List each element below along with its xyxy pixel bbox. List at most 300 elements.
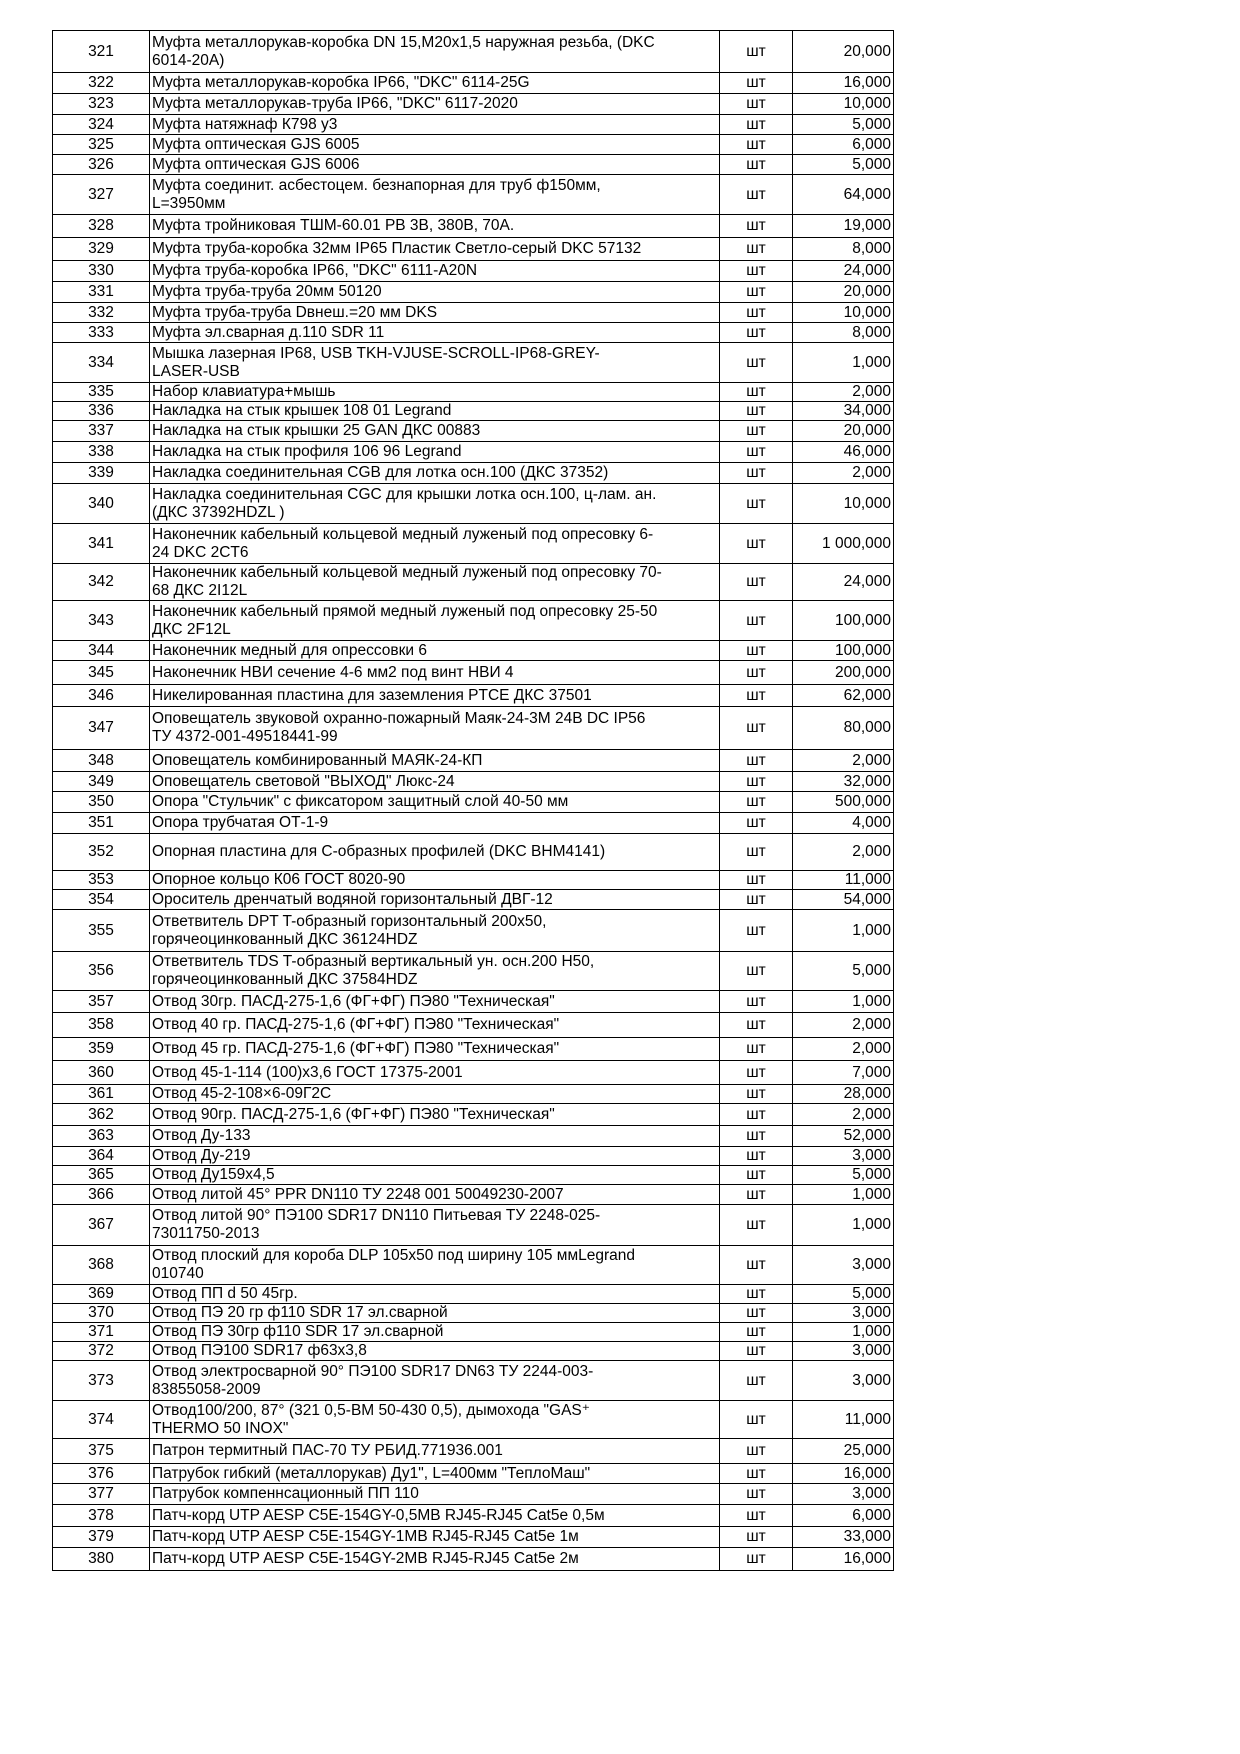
- item-unit: шт: [720, 813, 793, 834]
- item-unit: шт: [720, 303, 793, 323]
- item-unit: шт: [720, 1013, 793, 1038]
- row-number: 378: [53, 1505, 150, 1527]
- item-quantity: 5,000: [793, 1285, 894, 1304]
- table-row: [53, 1464, 894, 1484]
- item-name: Никелированная пластина для заземления PTCE ДКС 37501: [150, 685, 720, 707]
- table-row: [53, 238, 894, 261]
- item-name: Наконечник кабельный кольцевой медный луженый под опресовку 70- 68 ДКС 2I12L: [150, 564, 720, 601]
- item-unit: шт: [720, 1401, 793, 1439]
- row-number: 373: [53, 1361, 150, 1401]
- row-number: 372: [53, 1342, 150, 1361]
- item-name: Оповещатель комбинированный МАЯК-24-КП: [150, 750, 720, 772]
- row-number: 347: [53, 707, 150, 750]
- table-row: [53, 910, 894, 952]
- item-name: Опора трубчатая ОТ-1-9: [150, 813, 720, 834]
- item-quantity: 2,000: [793, 1013, 894, 1038]
- row-number: 375: [53, 1439, 150, 1464]
- item-unit: шт: [720, 323, 793, 343]
- item-name: Отвод литой 45° PPR DN110 ТУ 2248 001 50049230-2007: [150, 1185, 720, 1205]
- item-name: Муфта труба-труба 20мм 50120: [150, 282, 720, 303]
- table-row: [53, 323, 894, 343]
- item-unit: шт: [720, 952, 793, 991]
- row-number: 336: [53, 402, 150, 421]
- item-unit: шт: [720, 1342, 793, 1361]
- item-quantity: 28,000: [793, 1085, 894, 1104]
- row-number: 332: [53, 303, 150, 323]
- table-row: [53, 1147, 894, 1166]
- item-quantity: 8,000: [793, 238, 894, 261]
- item-unit: шт: [720, 1505, 793, 1527]
- row-number: 350: [53, 792, 150, 813]
- row-number: 338: [53, 442, 150, 463]
- table-row: [53, 890, 894, 910]
- row-number: 361: [53, 1085, 150, 1104]
- item-quantity: 16,000: [793, 73, 894, 94]
- item-name: Муфта металлорукав-труба IP66, "DKC" 6117-2020: [150, 94, 720, 115]
- table-row: [53, 792, 894, 813]
- item-unit: шт: [720, 94, 793, 115]
- item-quantity: 32,000: [793, 772, 894, 792]
- table-row: [53, 155, 894, 175]
- table-row: [53, 215, 894, 238]
- row-number: 351: [53, 813, 150, 834]
- item-quantity: 100,000: [793, 601, 894, 641]
- item-name: Отвод Ду-219: [150, 1147, 720, 1166]
- row-number: 353: [53, 871, 150, 890]
- item-quantity: 1,000: [793, 991, 894, 1013]
- item-quantity: 10,000: [793, 94, 894, 115]
- item-quantity: 80,000: [793, 707, 894, 750]
- table-row: [53, 135, 894, 155]
- table-row: [53, 31, 894, 73]
- item-name: Опорное кольцо К06 ГОСТ 8020-90: [150, 871, 720, 890]
- item-name: Опорная пластина для С-образных профилей (DKC BHM4141): [150, 834, 720, 871]
- item-name: Накладка на стык крышек 108 01 Legrand: [150, 402, 720, 421]
- item-name: Ответвитель DPT T-образный горизонтальный 200х50, горячеоцинкованный ДКС 36124HDZ: [150, 910, 720, 952]
- row-number: 355: [53, 910, 150, 952]
- item-name: Патрубок гибкий (металлорукав) Ду1", L=400мм "ТеплоМаш": [150, 1464, 720, 1484]
- item-unit: шт: [720, 564, 793, 601]
- item-unit: шт: [720, 834, 793, 871]
- row-number: 335: [53, 383, 150, 402]
- item-name: Муфта оптическая GJS 6006: [150, 155, 720, 175]
- table-row: [53, 1246, 894, 1285]
- item-name: Накладка на стык крышки 25 GAN ДКС 00883: [150, 421, 720, 442]
- table-row: [53, 772, 894, 792]
- table-row: [53, 1285, 894, 1304]
- item-unit: шт: [720, 707, 793, 750]
- item-unit: шт: [720, 343, 793, 383]
- table-row: [53, 834, 894, 871]
- row-number: 327: [53, 175, 150, 215]
- item-unit: шт: [720, 1439, 793, 1464]
- item-unit: шт: [720, 383, 793, 402]
- table-row: [53, 1323, 894, 1342]
- item-name: Оповещатель световой "ВЫХОД" Люкс-24: [150, 772, 720, 792]
- item-unit: шт: [720, 73, 793, 94]
- item-name: Отвод плоский для короба DLP 105x50 под ширину 105 ммLegrand 010740: [150, 1246, 720, 1285]
- item-name: Муфта оптическая GJS 6005: [150, 135, 720, 155]
- item-name: Муфта тройниковая ТШМ-60.01 РВ 3В, 380В, 70А.: [150, 215, 720, 238]
- table-row: [53, 871, 894, 890]
- item-unit: шт: [720, 661, 793, 685]
- item-quantity: 3,000: [793, 1361, 894, 1401]
- table-row: [53, 524, 894, 564]
- row-number: 356: [53, 952, 150, 991]
- table-row: [53, 175, 894, 215]
- item-name: Муфта соединит. асбестоцем. безнапорная для труб ф150мм, L=3950мм: [150, 175, 720, 215]
- row-number: 339: [53, 463, 150, 484]
- item-quantity: 20,000: [793, 421, 894, 442]
- item-quantity: 52,000: [793, 1126, 894, 1147]
- table-row: [53, 661, 894, 685]
- row-number: 328: [53, 215, 150, 238]
- item-name: Отвод электросварной 90° ПЭ100 SDR17 DN63 ТУ 2244-003- 83855058-2009: [150, 1361, 720, 1401]
- row-number: 343: [53, 601, 150, 641]
- table-row: [53, 952, 894, 991]
- item-unit: шт: [720, 31, 793, 73]
- table-row: [53, 1013, 894, 1038]
- item-quantity: 5,000: [793, 155, 894, 175]
- table-row: [53, 484, 894, 524]
- item-quantity: 3,000: [793, 1147, 894, 1166]
- item-quantity: 2,000: [793, 463, 894, 484]
- item-unit: шт: [720, 772, 793, 792]
- item-quantity: 2,000: [793, 383, 894, 402]
- item-quantity: 4,000: [793, 813, 894, 834]
- item-quantity: 3,000: [793, 1342, 894, 1361]
- table-row: [53, 383, 894, 402]
- item-unit: шт: [720, 1527, 793, 1548]
- item-name: Отвод 45 гр. ПАСД-275-1,6 (ФГ+ФГ) ПЭ80 "Техническая": [150, 1038, 720, 1061]
- item-unit: шт: [720, 1285, 793, 1304]
- item-name: Отвод 45-2-108×6-09Г2С: [150, 1085, 720, 1104]
- item-quantity: 46,000: [793, 442, 894, 463]
- table-row: [53, 1104, 894, 1126]
- item-unit: шт: [720, 135, 793, 155]
- item-name: Ороситель дренчатый водяной горизонтальный ДВГ-12: [150, 890, 720, 910]
- item-unit: шт: [720, 1304, 793, 1323]
- item-quantity: 1,000: [793, 910, 894, 952]
- table-row: [53, 1401, 894, 1439]
- item-unit: шт: [720, 1205, 793, 1246]
- item-unit: шт: [720, 1104, 793, 1126]
- item-quantity: 2,000: [793, 750, 894, 772]
- table-row: [53, 343, 894, 383]
- row-number: 370: [53, 1304, 150, 1323]
- row-number: 333: [53, 323, 150, 343]
- item-quantity: 100,000: [793, 641, 894, 661]
- table-row: [53, 707, 894, 750]
- table-row: [53, 421, 894, 442]
- row-number: 368: [53, 1246, 150, 1285]
- item-quantity: 5,000: [793, 115, 894, 135]
- item-name: Отвод 30гр. ПАСД-275-1,6 (ФГ+ФГ) ПЭ80 "Техническая": [150, 991, 720, 1013]
- row-number: 376: [53, 1464, 150, 1484]
- item-name: Муфта металлорукав-коробка IP66, "DKC" 6114-25G: [150, 73, 720, 94]
- row-number: 323: [53, 94, 150, 115]
- item-unit: шт: [720, 601, 793, 641]
- row-number: 371: [53, 1323, 150, 1342]
- item-unit: шт: [720, 890, 793, 910]
- table-row: [53, 641, 894, 661]
- item-quantity: 16,000: [793, 1548, 894, 1571]
- item-name: Отвод100/200, 87° (321 0,5-ВМ 50-430 0,5), дымохода "GAS⁺ THERMO 50 INOX": [150, 1401, 720, 1439]
- item-quantity: 24,000: [793, 564, 894, 601]
- item-quantity: 5,000: [793, 952, 894, 991]
- item-unit: шт: [720, 484, 793, 524]
- item-name: Отвод 40 гр. ПАСД-275-1,6 (ФГ+ФГ) ПЭ80 "Техническая": [150, 1013, 720, 1038]
- item-name: Патрон термитный ПАС-70 ТУ РБИД.771936.001: [150, 1439, 720, 1464]
- row-number: 348: [53, 750, 150, 772]
- item-unit: шт: [720, 1548, 793, 1571]
- table-row: [53, 1527, 894, 1548]
- item-unit: шт: [720, 1147, 793, 1166]
- row-number: 374: [53, 1401, 150, 1439]
- row-number: 363: [53, 1126, 150, 1147]
- table-row: [53, 1361, 894, 1401]
- item-unit: шт: [720, 1061, 793, 1085]
- table-row: [53, 1505, 894, 1527]
- item-unit: шт: [720, 1464, 793, 1484]
- item-quantity: 24,000: [793, 261, 894, 282]
- item-name: Отвод 45-1-114 (100)х3,6 ГОСТ 17375-2001: [150, 1061, 720, 1085]
- row-number: 352: [53, 834, 150, 871]
- item-quantity: 54,000: [793, 890, 894, 910]
- row-number: 366: [53, 1185, 150, 1205]
- item-unit: шт: [720, 215, 793, 238]
- item-unit: шт: [720, 155, 793, 175]
- item-quantity: 33,000: [793, 1527, 894, 1548]
- item-unit: шт: [720, 402, 793, 421]
- item-unit: шт: [720, 175, 793, 215]
- item-name: Ответвитель TDS T-образный вертикальный ун. осн.200 H50, горячеоцинкованный ДКС 37584HDZ: [150, 952, 720, 991]
- table-row: [53, 402, 894, 421]
- row-number: 354: [53, 890, 150, 910]
- item-quantity: 500,000: [793, 792, 894, 813]
- item-unit: шт: [720, 1185, 793, 1205]
- item-name: Отвод Ду159х4,5: [150, 1166, 720, 1185]
- row-number: 364: [53, 1147, 150, 1166]
- table-row: [53, 1166, 894, 1185]
- row-number: 359: [53, 1038, 150, 1061]
- row-number: 325: [53, 135, 150, 155]
- item-name: Муфта эл.сварная д.110 SDR 11: [150, 323, 720, 343]
- item-unit: шт: [720, 685, 793, 707]
- row-number: 365: [53, 1166, 150, 1185]
- item-unit: шт: [720, 524, 793, 564]
- item-unit: шт: [720, 1246, 793, 1285]
- item-name: Накладка соединительная CGC для крышки лотка осн.100, ц-лам. ан. (ДКС 37392HDZL ): [150, 484, 720, 524]
- item-quantity: 2,000: [793, 1104, 894, 1126]
- item-name: Патч-корд UTP AESP C5E-154GY-1MB RJ45-RJ45 Cat5e 1м: [150, 1527, 720, 1548]
- item-quantity: 11,000: [793, 871, 894, 890]
- item-unit: шт: [720, 1323, 793, 1342]
- item-quantity: 19,000: [793, 215, 894, 238]
- item-unit: шт: [720, 1484, 793, 1505]
- row-number: 334: [53, 343, 150, 383]
- table-row: [53, 1304, 894, 1323]
- table-row: [53, 1126, 894, 1147]
- item-name: Наконечник кабельный прямой медный луженый под опресовку 25-50 ДКС 2F12L: [150, 601, 720, 641]
- item-quantity: 5,000: [793, 1166, 894, 1185]
- row-number: 329: [53, 238, 150, 261]
- row-number: 360: [53, 1061, 150, 1085]
- item-quantity: 62,000: [793, 685, 894, 707]
- table-row: [53, 564, 894, 601]
- table-row: [53, 601, 894, 641]
- item-unit: шт: [720, 238, 793, 261]
- row-number: 326: [53, 155, 150, 175]
- item-unit: шт: [720, 871, 793, 890]
- item-quantity: 7,000: [793, 1061, 894, 1085]
- item-quantity: 25,000: [793, 1439, 894, 1464]
- row-number: 341: [53, 524, 150, 564]
- item-name: Мышка лазерная IP68, USB TKH-VJUSE-SCROLL-IP68-GREY- LASER-USB: [150, 343, 720, 383]
- item-name: Патрубок компеннсационный ПП 110: [150, 1484, 720, 1505]
- item-quantity: 16,000: [793, 1464, 894, 1484]
- item-quantity: 200,000: [793, 661, 894, 685]
- table-row: [53, 463, 894, 484]
- item-unit: шт: [720, 910, 793, 952]
- item-name: Патч-корд UTP AESP C5E-154GY-2MB RJ45-RJ45 Cat5e 2м: [150, 1548, 720, 1571]
- table-row: [53, 261, 894, 282]
- item-quantity: 3,000: [793, 1484, 894, 1505]
- item-unit: шт: [720, 1085, 793, 1104]
- item-unit: шт: [720, 1166, 793, 1185]
- item-name: Опора "Стульчик" с фиксатором защитный слой 40-50 мм: [150, 792, 720, 813]
- table-row: [53, 750, 894, 772]
- item-unit: шт: [720, 463, 793, 484]
- item-quantity: 20,000: [793, 31, 894, 73]
- table-row: [53, 1205, 894, 1246]
- item-quantity: 20,000: [793, 282, 894, 303]
- item-quantity: 10,000: [793, 484, 894, 524]
- row-number: 330: [53, 261, 150, 282]
- row-number: 358: [53, 1013, 150, 1038]
- row-number: 362: [53, 1104, 150, 1126]
- item-unit: шт: [720, 1038, 793, 1061]
- item-name: Муфта труба-коробка 32мм IP65 Пластик Светло-серый DKC 57132: [150, 238, 720, 261]
- table-row: [53, 813, 894, 834]
- item-unit: шт: [720, 1361, 793, 1401]
- inventory-table-body: [53, 31, 894, 1571]
- item-quantity: 1,000: [793, 1185, 894, 1205]
- item-unit: шт: [720, 261, 793, 282]
- item-name: Отвод литой 90° ПЭ100 SDR17 DN110 Питьевая ТУ 2248-025- 73011750-2013: [150, 1205, 720, 1246]
- item-name: Отвод ПП d 50 45гр.: [150, 1285, 720, 1304]
- item-name: Наконечник кабельный кольцевой медный луженый под опресовку 6- 24 DKC 2CT6: [150, 524, 720, 564]
- row-number: 344: [53, 641, 150, 661]
- item-unit: шт: [720, 421, 793, 442]
- row-number: 322: [53, 73, 150, 94]
- table-row: [53, 1342, 894, 1361]
- item-name: Муфта металлорукав-коробка DN 15,M20x1,5 наружная резьба, (DKC 6014-20A): [150, 31, 720, 73]
- table-row: [53, 1085, 894, 1104]
- item-name: Наконечник НВИ сечение 4-6 мм2 под винт НВИ 4: [150, 661, 720, 685]
- item-quantity: 1,000: [793, 343, 894, 383]
- item-quantity: 64,000: [793, 175, 894, 215]
- item-name: Наконечник медный для опрессовки 6: [150, 641, 720, 661]
- table-row: [53, 685, 894, 707]
- table-row: [53, 73, 894, 94]
- item-quantity: 10,000: [793, 303, 894, 323]
- row-number: 331: [53, 282, 150, 303]
- item-name: Отвод ПЭ 30гр ф110 SDR 17 эл.сварной: [150, 1323, 720, 1342]
- item-name: Муфта труба-коробка IP66, "DKC" 6111-A20N: [150, 261, 720, 282]
- item-quantity: 3,000: [793, 1246, 894, 1285]
- item-unit: шт: [720, 442, 793, 463]
- item-name: Набор клавиатура+мышь: [150, 383, 720, 402]
- row-number: 321: [53, 31, 150, 73]
- item-name: Муфта труба-труба Dвнеш.=20 мм DKS: [150, 303, 720, 323]
- row-number: 337: [53, 421, 150, 442]
- item-quantity: 2,000: [793, 1038, 894, 1061]
- row-number: 379: [53, 1527, 150, 1548]
- table-row: [53, 282, 894, 303]
- table-row: [53, 94, 894, 115]
- item-unit: шт: [720, 641, 793, 661]
- item-unit: шт: [720, 282, 793, 303]
- item-name: Накладка соединительная CGB для лотка осн.100 (ДКС 37352): [150, 463, 720, 484]
- table-row: [53, 1038, 894, 1061]
- item-quantity: 34,000: [793, 402, 894, 421]
- table-row: [53, 1061, 894, 1085]
- item-quantity: 1,000: [793, 1323, 894, 1342]
- item-name: Отвод ПЭ100 SDR17 ф63х3,8: [150, 1342, 720, 1361]
- row-number: 349: [53, 772, 150, 792]
- row-number: 377: [53, 1484, 150, 1505]
- item-unit: шт: [720, 1126, 793, 1147]
- item-name: Отвод 90гр. ПАСД-275-1,6 (ФГ+ФГ) ПЭ80 "Техническая": [150, 1104, 720, 1126]
- table-row: [53, 1484, 894, 1505]
- table-row: [53, 303, 894, 323]
- item-quantity: 3,000: [793, 1304, 894, 1323]
- item-unit: шт: [720, 750, 793, 772]
- row-number: 380: [53, 1548, 150, 1571]
- table-row: [53, 442, 894, 463]
- table-row: [53, 1439, 894, 1464]
- row-number: 367: [53, 1205, 150, 1246]
- row-number: 357: [53, 991, 150, 1013]
- item-unit: шт: [720, 115, 793, 135]
- item-unit: шт: [720, 792, 793, 813]
- item-unit: шт: [720, 991, 793, 1013]
- item-name: Патч-корд UTP AESP C5E-154GY-0,5MB RJ45-RJ45 Cat5e 0,5м: [150, 1505, 720, 1527]
- item-name: Оповещатель звуковой охранно-пожарный Маяк-24-3М 24В DC IP56 ТУ 4372-001-49518441-99: [150, 707, 720, 750]
- row-number: 324: [53, 115, 150, 135]
- inventory-table: [52, 30, 894, 1571]
- table-row: [53, 1548, 894, 1571]
- table-row: [53, 115, 894, 135]
- item-name: Отвод ПЭ 20 гр ф110 SDR 17 эл.сварной: [150, 1304, 720, 1323]
- item-name: Муфта натяжнаф К798 у3: [150, 115, 720, 135]
- row-number: 345: [53, 661, 150, 685]
- item-quantity: 11,000: [793, 1401, 894, 1439]
- item-quantity: 1 000,000: [793, 524, 894, 564]
- item-quantity: 2,000: [793, 834, 894, 871]
- row-number: 369: [53, 1285, 150, 1304]
- item-name: Накладка на стык профиля 106 96 Legrand: [150, 442, 720, 463]
- item-name: Отвод Ду-133: [150, 1126, 720, 1147]
- table-row: [53, 1185, 894, 1205]
- item-quantity: 6,000: [793, 135, 894, 155]
- item-quantity: 1,000: [793, 1205, 894, 1246]
- row-number: 340: [53, 484, 150, 524]
- item-quantity: 8,000: [793, 323, 894, 343]
- row-number: 342: [53, 564, 150, 601]
- item-quantity: 6,000: [793, 1505, 894, 1527]
